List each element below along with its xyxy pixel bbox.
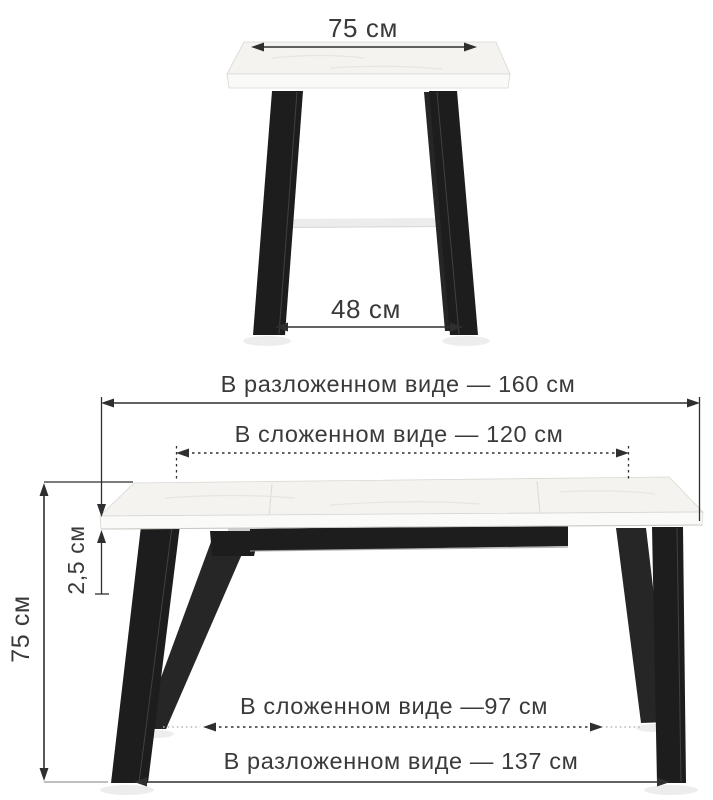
dim-legs-span [275,294,463,332]
arrowhead-right [616,449,629,458]
arrowhead-up [40,483,49,496]
arrowhead-right [590,723,603,732]
front-left-leg [111,525,180,783]
leg-shadow [100,785,154,795]
arrowhead-left [101,399,114,408]
left-leg [253,91,303,335]
dim-feet-folded-label: В сложенном виде —97 см [239,693,549,719]
dim-length-folded-label: В сложенном виде — 120 см [234,421,564,447]
dim-top-thickness [63,397,109,595]
dim-length-extended-label: В разложенном виде — 160 см [220,371,576,397]
dim-feet-folded [163,693,641,732]
leg-shadow [442,336,490,346]
dim-top-thickness-label: 2,5 см [63,525,89,595]
dim-feet-extended [134,748,670,787]
side-view [7,371,703,795]
arrowhead-left [176,449,189,458]
dim-height-label: 75 см [7,595,35,663]
arrowhead-right [687,399,700,408]
leg-shadow [243,336,291,346]
end-view [227,13,510,346]
tabletop-front-edge [227,74,510,88]
arrowhead-down [40,768,49,781]
arrowhead-left [203,723,216,732]
dim-length-folded [176,421,629,482]
dim-legs-span-label: 48 см [330,294,402,324]
leg-shadow [644,785,698,795]
dim-top-width-label: 75 см [327,13,399,43]
dim-feet-extended-label: В разложенном виде — 137 см [223,748,579,774]
